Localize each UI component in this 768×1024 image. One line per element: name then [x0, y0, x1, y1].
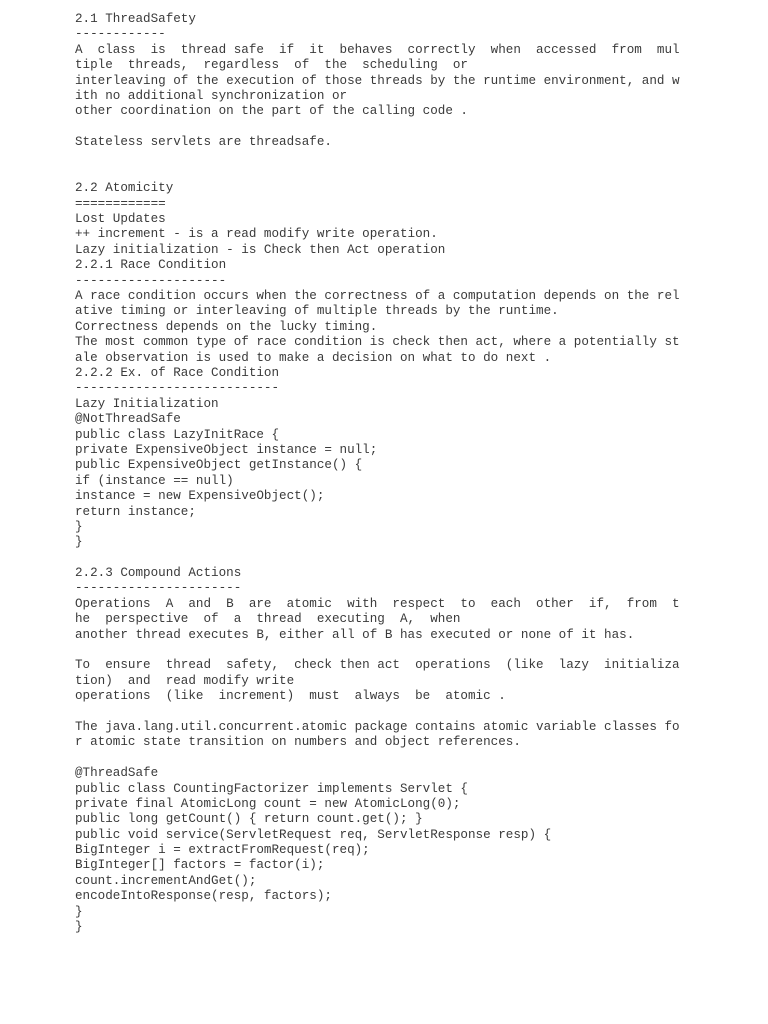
text-line: r atomic state transition on numbers and object references.	[75, 735, 521, 750]
text-line: ============	[75, 196, 166, 211]
text-line: A class is thread safe if it behaves correctly when accessed from mul	[75, 42, 680, 57]
text-line: BigInteger[] factors = factor(i);	[75, 858, 325, 873]
text-line: ale observation is used to make a decision on what to do next .	[75, 350, 552, 365]
text-line	[75, 551, 755, 566]
text-line: tiple threads, regardless of the scheduling or	[75, 58, 468, 73]
text-line: @NotThreadSafe	[75, 412, 181, 427]
text-line: ---------------------------	[75, 381, 280, 396]
text-line: public class LazyInitRace {	[75, 427, 280, 442]
text-line: ith no additional synchronization or	[75, 88, 348, 103]
document-body	[75, 12, 755, 935]
text-line: public class CountingFactorizer implements Servlet {	[75, 781, 468, 796]
text-line: Operations A and B are atomic with respect to each other if, from t	[75, 596, 680, 611]
text-line	[75, 120, 755, 135]
text-line: Lazy Initialization	[75, 396, 219, 411]
text-line	[75, 705, 755, 720]
text-line: 2.2 Atomicity	[75, 181, 174, 196]
text-line: public void service(ServletRequest req, ServletResponse resp) {	[75, 827, 552, 842]
text-line: tion) and read modify write	[75, 673, 295, 688]
text-line: another thread executes B, either all of B has executed or none of it has.	[75, 627, 635, 642]
text-line: BigInteger i = extractFromRequest(req);	[75, 843, 370, 858]
text-line: }	[75, 920, 83, 935]
text-line: he perspective of a thread executing A, when	[75, 612, 461, 627]
text-line: 2.2.2 Ex. of Race Condition	[75, 365, 280, 380]
text-line: ++ increment - is a read modify write operation.	[75, 227, 438, 242]
text-line: other coordination on the part of the calling code .	[75, 104, 468, 119]
text-line	[75, 151, 755, 166]
text-line: 2.2.1 Race Condition	[75, 258, 227, 273]
text-line: To ensure thread safety, check then act operations (like lazy initializa	[75, 658, 680, 673]
text-line: private final AtomicLong count = new AtomicLong(0);	[75, 796, 461, 811]
text-line: if (instance == null)	[75, 473, 234, 488]
text-line: public long getCount() { return count.get(); }	[75, 812, 423, 827]
text-line: private ExpensiveObject instance = null;	[75, 442, 378, 457]
text-line: 2.2.3 Compound Actions	[75, 566, 242, 581]
text-line: operations (like increment) must always be atomic .	[75, 689, 506, 704]
text-line: @ThreadSafe	[75, 766, 159, 781]
text-line: instance = new ExpensiveObject();	[75, 489, 325, 504]
text-line: The most common type of race condition is check then act, where a potentially st	[75, 335, 680, 350]
text-line: ative timing or interleaving of multiple threads by the runtime.	[75, 304, 559, 319]
text-line: interleaving of the execution of those threads by the runtime environment, and w	[75, 73, 680, 88]
text-line: ----------------------	[75, 581, 242, 596]
text-line: Lazy initialization - is Check then Act operation	[75, 242, 446, 257]
text-line: }	[75, 904, 83, 919]
text-line: public ExpensiveObject getInstance() {	[75, 458, 363, 473]
text-line	[75, 166, 755, 181]
text-line: Correctness depends on the lucky timing.	[75, 319, 378, 334]
text-line	[75, 751, 755, 766]
text-line: }	[75, 519, 83, 534]
text-line: --------------------	[75, 273, 227, 288]
text-line: }	[75, 535, 83, 550]
text-line: count.incrementAndGet();	[75, 873, 257, 888]
text-line: 2.1 ThreadSafety	[75, 12, 196, 26]
text-line: Stateless servlets are threadsafe.	[75, 135, 332, 150]
text-line: The java.lang.util.concurrent.atomic package contains atomic variable classes fo	[75, 719, 680, 734]
text-line: ------------	[75, 27, 166, 42]
text-line: Lost Updates	[75, 212, 166, 227]
text-line: return instance;	[75, 504, 196, 519]
text-line: A race condition occurs when the correctness of a computation depends on the rel	[75, 289, 680, 304]
text-line: encodeIntoResponse(resp, factors);	[75, 889, 332, 904]
text-line	[75, 643, 755, 658]
